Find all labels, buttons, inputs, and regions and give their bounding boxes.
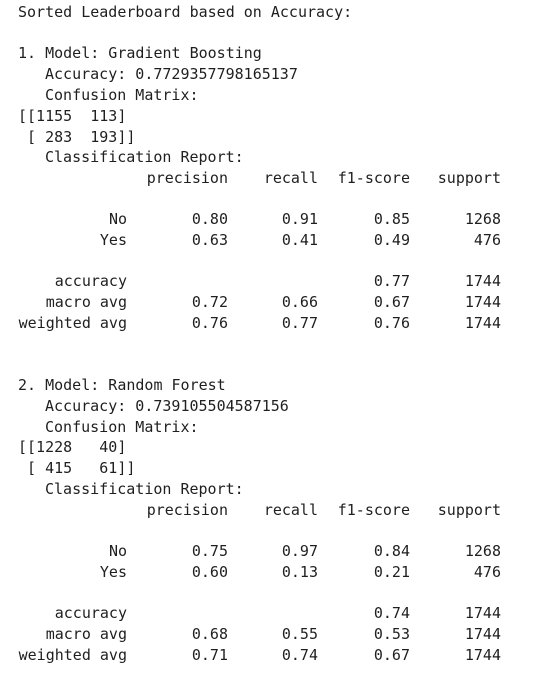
cell-f1-score: 0.67: [373, 293, 410, 311]
confusion-matrix-row: [[1228 40]: [18, 438, 127, 456]
cell-support: 1268: [464, 542, 501, 560]
cell-support: 1744: [464, 293, 501, 311]
cell-recall: 0.66: [281, 293, 318, 311]
cell-f1-score: 0.85: [373, 210, 410, 228]
cell-support: 1744: [464, 604, 501, 622]
cell-f1-score: 0.49: [373, 231, 410, 249]
cell-recall: 0.41: [281, 231, 318, 249]
header-recall: recall: [263, 501, 318, 519]
row-label: No: [108, 542, 127, 560]
cell-precision: 0.75: [191, 542, 228, 560]
cell-support: 1268: [464, 210, 501, 228]
cell-f1-score: 0.67: [373, 646, 410, 664]
cell-recall: 0.55: [281, 625, 318, 643]
cell-f1-score: 0.77: [373, 272, 410, 290]
row-label: macro avg: [45, 625, 127, 643]
cell-support: 1744: [464, 314, 501, 332]
leaderboard-title: Sorted Leaderboard based on Accuracy:: [18, 3, 353, 21]
row-label: Yes: [99, 231, 127, 249]
cell-recall: 0.91: [281, 210, 318, 228]
cell-recall: 0.74: [281, 646, 318, 664]
cell-precision: 0.60: [191, 563, 228, 581]
header-recall: recall: [263, 169, 318, 187]
cell-precision: 0.63: [191, 231, 228, 249]
cell-precision: 0.76: [191, 314, 228, 332]
classification-report-title: Classification Report:: [45, 148, 244, 166]
cell-f1-score: 0.53: [373, 625, 410, 643]
confusion-matrix-row: [[1155 113]: [18, 107, 127, 125]
cell-precision: 0.71: [191, 646, 228, 664]
cell-f1-score: 0.76: [373, 314, 410, 332]
cell-support: 1744: [464, 646, 501, 664]
cell-support: 476: [473, 231, 501, 249]
cell-recall: 0.77: [281, 314, 318, 332]
row-label: accuracy: [54, 604, 127, 622]
row-label: accuracy: [54, 272, 127, 290]
cell-support: 476: [473, 563, 501, 581]
cell-precision: 0.80: [191, 210, 228, 228]
header-f1-score: f1-score: [337, 501, 410, 519]
header-support: support: [437, 501, 501, 519]
header-precision: precision: [146, 169, 228, 187]
accuracy-line: Accuracy: 0.7729357798165137: [45, 65, 298, 83]
row-label: Yes: [99, 563, 127, 581]
row-label: weighted avg: [18, 314, 127, 332]
cell-recall: 0.13: [281, 563, 318, 581]
cell-f1-score: 0.21: [373, 563, 410, 581]
row-label: macro avg: [45, 293, 127, 311]
cell-recall: 0.97: [281, 542, 318, 560]
confusion-matrix-row: [ 283 193]]: [18, 128, 136, 146]
accuracy-line: Accuracy: 0.739105504587156: [45, 397, 289, 415]
model-heading: 1. Model: Gradient Boosting: [18, 44, 262, 62]
header-precision: precision: [146, 501, 228, 519]
header-support: support: [437, 169, 501, 187]
cell-precision: 0.68: [191, 625, 228, 643]
confusion-matrix-title: Confusion Matrix:: [45, 418, 199, 436]
row-label: weighted avg: [18, 646, 127, 664]
cell-f1-score: 0.84: [373, 542, 410, 560]
row-label: No: [108, 210, 127, 228]
header-f1-score: f1-score: [337, 169, 410, 187]
confusion-matrix-row: [ 415 61]]: [18, 459, 136, 477]
model-heading: 2. Model: Random Forest: [18, 376, 226, 394]
cell-support: 1744: [464, 625, 501, 643]
classification-report-title: Classification Report:: [45, 480, 244, 498]
confusion-matrix-title: Confusion Matrix:: [45, 86, 199, 104]
cell-f1-score: 0.74: [373, 604, 410, 622]
cell-precision: 0.72: [191, 293, 228, 311]
cell-support: 1744: [464, 272, 501, 290]
